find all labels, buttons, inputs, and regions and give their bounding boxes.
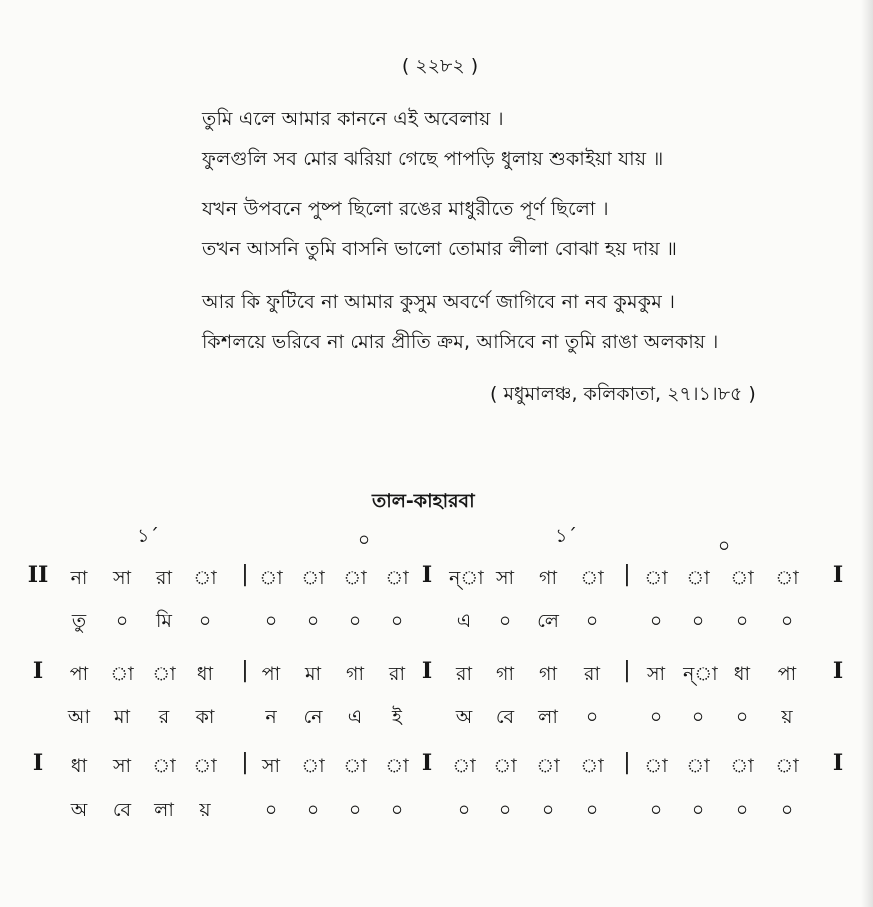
poem-line: তখন আসনি তুমি বাসনি ভালো তোমার লীলা বোঝা হয় দায় ॥: [202, 238, 678, 260]
source-citation: ( মধুমালঞ্চ, কলিকাতা, ২৭।১।৮৫ ): [490, 383, 756, 405]
lyric-syllable: ০: [585, 799, 599, 821]
lyric-syllable: র: [158, 706, 170, 728]
poem-line: যখন উপবনে পুষ্প ছিলো রঙের মাধুরীতে পূর্ণ ছিলো ।: [202, 198, 609, 220]
swara-note: ধা: [196, 663, 214, 685]
swara-note: না: [70, 567, 88, 589]
swara-note: া: [385, 755, 409, 777]
bar-line: I: [421, 562, 433, 588]
lyric-syllable: ০: [498, 799, 512, 821]
swara-note: সা: [261, 755, 281, 777]
swara-note: গা: [539, 663, 557, 685]
swara-note: ন্‌া: [449, 567, 484, 589]
lyric-syllable: ০: [348, 610, 362, 632]
swara-note: া: [536, 755, 560, 777]
lyric-syllable: লা: [538, 706, 558, 728]
lyric-syllable: ০: [115, 610, 129, 632]
lyric-syllable: এ: [456, 610, 472, 632]
lyric-syllable: ০: [691, 610, 705, 632]
swara-note: ন্‌া: [683, 663, 718, 685]
bar-line: I: [832, 750, 844, 776]
swara-note: া: [686, 567, 710, 589]
bar-line: I: [832, 562, 844, 588]
swara-note: রা: [456, 663, 472, 685]
lyric-syllable: এ: [347, 706, 363, 728]
lyric-syllable: ০: [264, 610, 278, 632]
song-number: ( ২২৮২ ): [401, 55, 479, 77]
swara-note: সা: [495, 567, 515, 589]
swara-note: গা: [539, 567, 557, 589]
lyric-syllable: ০: [735, 610, 749, 632]
swara-note: া: [259, 567, 283, 589]
beat-mark: ১´: [137, 525, 159, 547]
swara-note: া: [686, 755, 710, 777]
lyric-syllable: অ: [70, 799, 88, 821]
poem-line: আর কি ফুটিবে না আমার কুসুম অবর্ণে জাগিবে না নব কুমকুম ।: [202, 291, 676, 313]
swara-note: া: [580, 567, 604, 589]
poem-line: ফুলগুলি সব মোর ঝরিয়া গেছে পাপড়ি ধুলায় শুকাইয়া যায় ॥: [202, 148, 664, 170]
lyric-syllable: ০: [780, 610, 794, 632]
poem-line: কিশলয়ে ভরিবে না মোর প্রীতি ক্রম, আসিবে না তুমি রাঙা অলকায় ।: [202, 331, 719, 353]
lyric-syllable: ই: [392, 706, 402, 728]
swara-note: ধা: [733, 663, 751, 685]
swara-note: া: [493, 755, 517, 777]
lyric-syllable: ০: [691, 799, 705, 821]
swara-note: া: [730, 755, 754, 777]
lyric-syllable: ০: [541, 799, 555, 821]
bar-line: |: [623, 658, 631, 683]
swara-note: রা: [389, 663, 405, 685]
swara-note: া: [385, 567, 409, 589]
lyric-syllable: ০: [585, 610, 599, 632]
bar-line: |: [623, 750, 631, 775]
lyric-syllable: তু: [71, 610, 87, 632]
swara-note: মা: [304, 663, 322, 685]
swara-note: া: [644, 567, 668, 589]
swara-note: া: [193, 755, 217, 777]
swara-note: া: [152, 755, 176, 777]
beat-mark: ০: [717, 535, 731, 557]
lyric-syllable: ০: [390, 610, 404, 632]
lyric-syllable: ০: [735, 706, 749, 728]
lyric-syllable: ০: [264, 799, 278, 821]
swara-note: গা: [496, 663, 514, 685]
beat-mark: ১´: [555, 525, 577, 547]
swara-note: া: [193, 567, 217, 589]
lyric-syllable: কা: [195, 706, 215, 728]
swara-note: া: [343, 567, 367, 589]
lyric-syllable: য়: [781, 706, 793, 728]
swara-note: া: [644, 755, 668, 777]
bar-line: |: [623, 562, 631, 587]
swara-note: া: [110, 663, 134, 685]
lyric-syllable: ০: [390, 799, 404, 821]
lyric-syllable: মি: [156, 610, 172, 632]
swara-note: া: [343, 755, 367, 777]
swara-note: া: [580, 755, 604, 777]
swara-note: গা: [346, 663, 364, 685]
swara-note: া: [301, 755, 325, 777]
lyric-syllable: ০: [649, 610, 663, 632]
swara-note: া: [152, 663, 176, 685]
bar-line: I: [32, 750, 44, 776]
lyric-syllable: ০: [691, 706, 705, 728]
taal-heading: তাল-কাহারবা: [372, 490, 475, 512]
lyric-syllable: ০: [306, 799, 320, 821]
lyric-syllable: ০: [198, 610, 212, 632]
lyric-syllable: ০: [457, 799, 471, 821]
lyric-syllable: লা: [154, 799, 174, 821]
lyric-syllable: বে: [112, 799, 132, 821]
bar-line: I: [421, 658, 433, 684]
lyric-syllable: ন: [265, 706, 277, 728]
lyric-syllable: ০: [585, 706, 599, 728]
swara-note: া: [775, 755, 799, 777]
lyric-syllable: নে: [303, 706, 323, 728]
bar-line: |: [241, 658, 249, 683]
lyric-syllable: ০: [780, 799, 794, 821]
swara-note: রা: [156, 567, 172, 589]
lyric-syllable: ০: [649, 799, 663, 821]
bar-line: |: [241, 562, 249, 587]
swara-note: সা: [646, 663, 666, 685]
swara-note: রা: [584, 663, 600, 685]
swara-note: সা: [112, 567, 132, 589]
bar-line: I: [421, 750, 433, 776]
poem-line: তুমি এলে আমার কাননে এই অবেলায় ।: [202, 108, 504, 130]
swara-note: া: [301, 567, 325, 589]
lyric-syllable: ০: [348, 799, 362, 821]
swara-note: া: [730, 567, 754, 589]
bar-line: I: [32, 658, 44, 684]
lyric-syllable: য়: [199, 799, 211, 821]
beat-mark: ০: [357, 529, 371, 551]
bar-line: II: [27, 562, 49, 588]
lyric-syllable: লে: [537, 610, 559, 632]
lyric-syllable: অ: [455, 706, 473, 728]
page-edge-shadow: [861, 0, 873, 907]
lyric-syllable: মা: [113, 706, 131, 728]
swara-note: সা: [112, 755, 132, 777]
swara-note: া: [452, 755, 476, 777]
swara-note: পা: [777, 663, 797, 685]
lyric-syllable: ০: [498, 610, 512, 632]
lyric-syllable: আ: [67, 706, 91, 728]
swara-note: ধা: [70, 755, 88, 777]
lyric-syllable: বে: [495, 706, 515, 728]
bar-line: I: [832, 658, 844, 684]
swara-note: া: [775, 567, 799, 589]
swara-note: পা: [261, 663, 281, 685]
lyric-syllable: ০: [306, 610, 320, 632]
swara-note: পা: [69, 663, 89, 685]
lyric-syllable: ০: [649, 706, 663, 728]
bar-line: |: [241, 750, 249, 775]
lyric-syllable: ০: [735, 799, 749, 821]
